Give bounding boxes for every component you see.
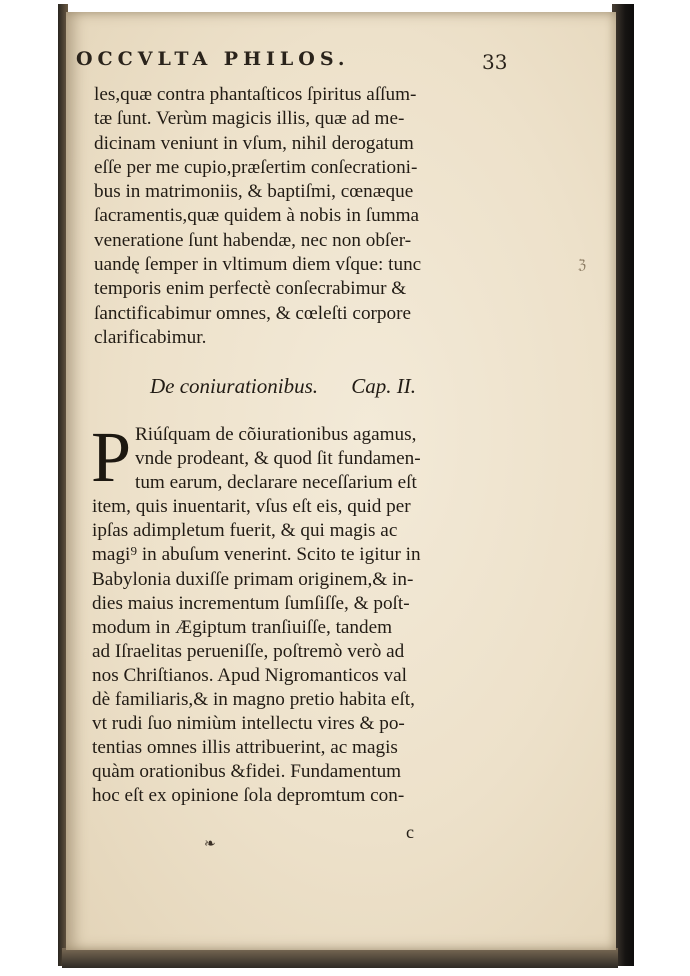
- text-line: bus in matrimoniis, & baptiſmi, cœnæque: [94, 181, 414, 203]
- text-line: tentias omnes illis attribuerint, ac magis: [92, 737, 398, 759]
- text-line: dè familiaris,& in magno pretio habita eſt,: [92, 689, 415, 711]
- text-line: ſanctificabimur omnes, & cœleſti corpore: [94, 302, 412, 324]
- running-title: OCCVLTA PHILOS.: [76, 48, 350, 70]
- chapter-heading: [150, 374, 416, 399]
- text-line: eſſe per me cupio,præſertim conſecrationi-: [94, 156, 418, 178]
- text-line: nos Chriſtianos. Apud Nigromanticos val: [92, 664, 407, 686]
- text-line: modum in Ægiptum tranſiuiſſe, tandem: [92, 616, 393, 638]
- page-header: [76, 40, 516, 80]
- text-line: ſacramentis,quæ quidem à nobis in ſumma: [94, 205, 420, 227]
- chapter-title: De coniurationibus.: [150, 374, 318, 398]
- printer-ornament-icon: ❧: [204, 837, 216, 852]
- chapter-number: Cap. II.: [351, 374, 416, 398]
- text-line: Riúſquam de cõiurationibus agamus,: [135, 424, 417, 445]
- margin-mark: ℨ: [578, 258, 587, 273]
- page-number: 33: [482, 50, 508, 74]
- text-line: uandę ſemper in vltimum diem vſque: tunc: [94, 254, 422, 276]
- top-paragraph: [94, 83, 504, 350]
- text-line: temporis enim perfectè conſecrabimur &: [94, 278, 407, 300]
- text-line: vt rudi ſuo nimiùm intellectu vires & po-: [92, 713, 405, 735]
- drop-cap-initial: P: [91, 417, 132, 497]
- text-line: dicinam veniunt in vſum, nihil derogatum: [94, 132, 414, 154]
- text-line: tæ ſunt. Verùm magicis illis, quæ ad me-: [94, 108, 405, 130]
- text-line: veneratione ſunt habendæ, nec non obſer-: [94, 229, 412, 251]
- text-line: ad Iſraelitas perueniſſe, poſtremò verò ad: [92, 640, 405, 662]
- text-line: magi⁹ in abuſum venerint. Scito te igitur in: [92, 544, 421, 566]
- text-line: vnde prodeant, & quod ſit fundamen-: [135, 448, 421, 470]
- book-bottom-edge: [62, 948, 618, 968]
- text-line: tum earum, declarare neceſſarium eſt: [135, 472, 417, 494]
- text-line: dies maius incrementum ſumſiſſe, & poſt-: [92, 592, 410, 614]
- text-line: Babylonia duxiſſe primam originem,& in-: [92, 568, 414, 590]
- text-line: hoc eſt ex opinione ſola depromtum con-: [92, 785, 405, 807]
- text-line: les,quæ contra phantaſticos ſpiritus aſſum-: [94, 84, 417, 105]
- text-line: ipſas adimpletum fuerit, & qui magis ac: [92, 520, 398, 542]
- text-line: item, quis inuentarit, vſus eſt eis, quid per: [92, 496, 411, 518]
- chapter-body: [91, 417, 504, 809]
- text-line: clarificabimur.: [94, 326, 207, 348]
- text-line: quàm orationibus &fidei. Fundamentum: [92, 761, 402, 783]
- catchword: c: [406, 822, 414, 842]
